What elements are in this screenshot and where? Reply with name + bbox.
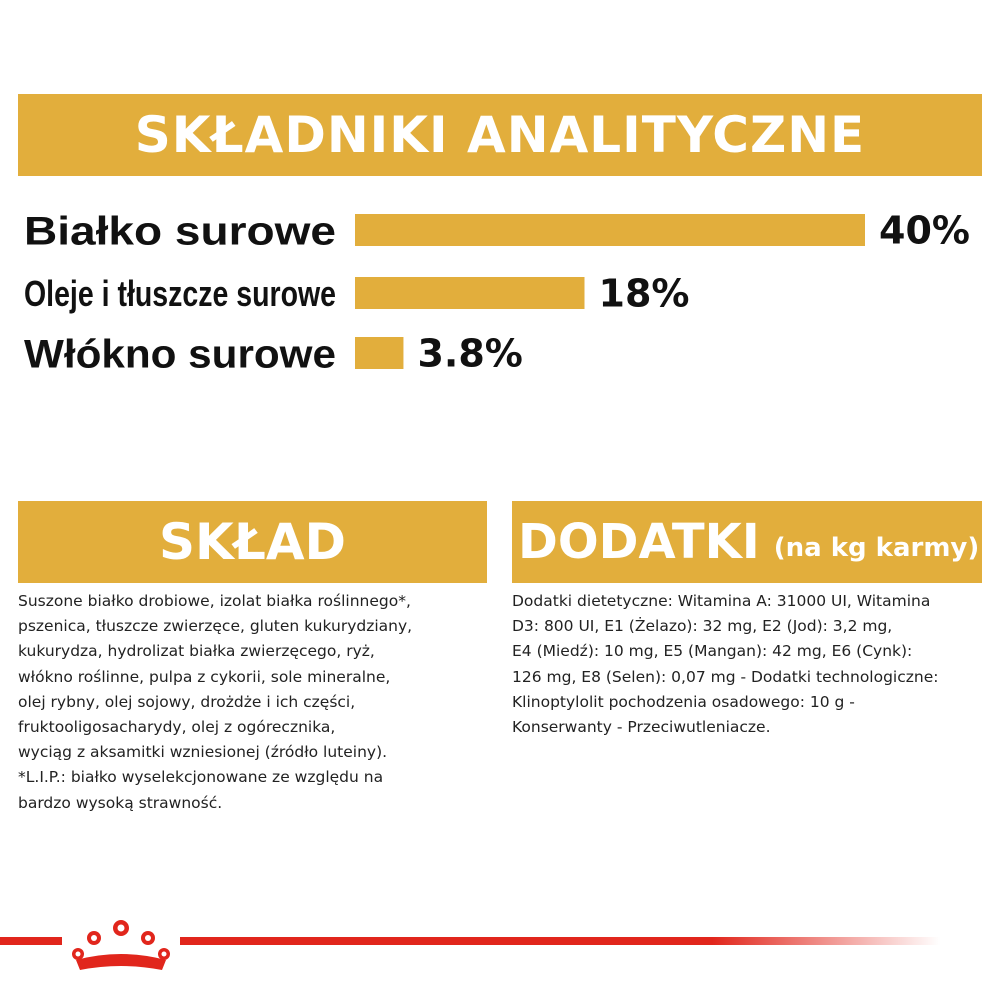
value-label: 3.8% — [417, 331, 523, 376]
sklad-line: kukurydza, hydrolizat białka zwierzęcego, ryż, — [18, 642, 375, 661]
bar — [355, 214, 865, 246]
bar — [355, 337, 403, 369]
sklad-line: bardzo wysoką strawność. — [18, 793, 223, 812]
category-label: Włókno surowe — [24, 332, 336, 377]
category-label: Białko surowe — [24, 209, 336, 254]
sklad-line: *L.I.P.: białko wyselekcjonowane ze względu na — [18, 768, 384, 787]
dodatki-subtitle: (na kg karmy) — [773, 533, 980, 563]
sklad-banner — [18, 501, 487, 583]
dodatki-line: 126 mg, E8 (Selen): 0,07 mg - Dodatki technologiczne: — [512, 667, 939, 686]
sklad-line: fruktooligosacharydy, olej z ogórecznika, — [18, 718, 336, 737]
dodatki-banner — [512, 501, 982, 583]
dodatki-line: Dodatki dietetyczne: Witamina A: 31000 UI, Witamina — [512, 592, 931, 610]
sklad-line: włókno roślinne, pulpa z cykorii, sole mineralne, — [18, 667, 391, 686]
sklad-text — [18, 589, 480, 816]
dodatki-line: Klinoptylolit pochodzenia osadowego: 10 g - — [512, 692, 855, 711]
footer-line-right — [180, 937, 940, 945]
dodatki-line: E4 (Miedź): 10 mg, E5 (Mangan): 42 mg, E6 (Cynk): — [512, 642, 913, 661]
bar — [355, 277, 585, 309]
dodatki-text — [512, 589, 974, 740]
dodatki-line: Konserwanty - Przeciwutleniacze. — [512, 718, 771, 737]
footer-line-left — [0, 937, 62, 945]
dodatki-line: D3: 800 UI, E1 (Żelazo): 32 mg, E2 (Jod): 3,2 mg, — [512, 617, 893, 636]
crown-logo-icon — [68, 912, 174, 972]
analytical-bar-chart — [0, 190, 1000, 390]
sklad-line: Suszone białko drobiowe, izolat białka roślinnego*, — [18, 592, 411, 610]
value-label: 40% — [879, 208, 970, 253]
analytical-banner — [18, 94, 982, 176]
value-label: 18% — [598, 271, 690, 316]
category-label: Oleje i tłuszcze surowe — [24, 272, 336, 314]
sklad-title: SKŁAD — [158, 513, 347, 571]
sklad-line: olej rybny, olej sojowy, drożdże i ich części, — [18, 692, 356, 711]
sklad-line: wyciąg z aksamitki wzniesionej (źródło luteiny). — [18, 743, 388, 762]
analytical-title: SKŁADNIKI ANALITYCZNE — [134, 106, 866, 164]
sklad-line: pszenica, tłuszcze zwierzęce, gluten kukurydziany, — [18, 617, 413, 636]
dodatki-title: DODATKI — [518, 514, 760, 570]
